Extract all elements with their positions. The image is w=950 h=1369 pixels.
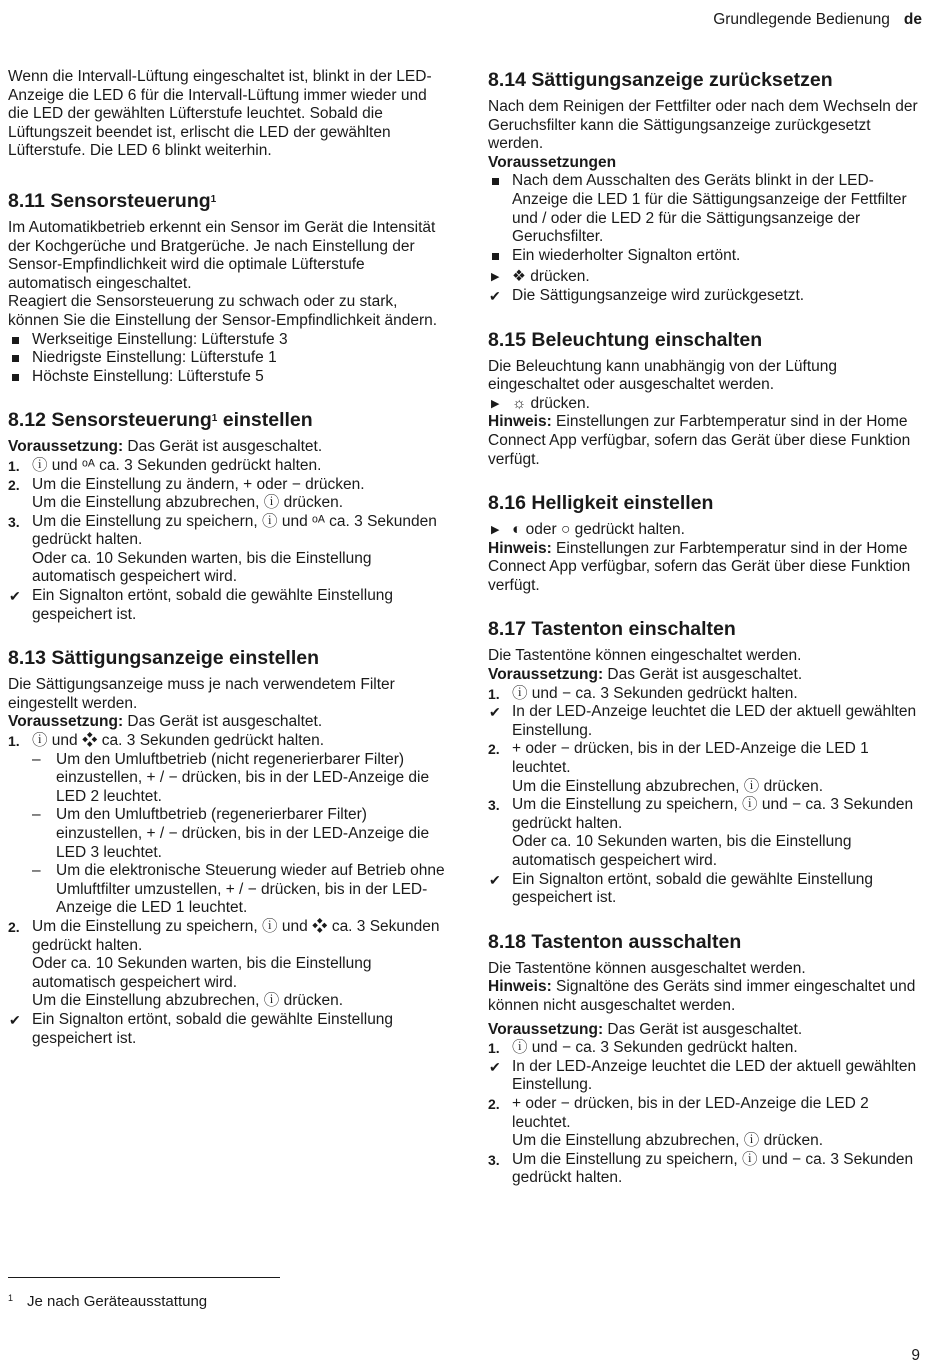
prerequisite: Voraussetzung: Das Gerät ist ausgeschaltet. xyxy=(488,1020,803,1038)
section-8-12 xyxy=(8,408,448,624)
list-item: Ein wiederholter Signalton ertönt. xyxy=(488,247,924,266)
action-list xyxy=(488,521,924,540)
result: ✔ Ein Signalton ertönt, sobald die gewählte Einstellung gespeichert ist. xyxy=(9,1010,394,1047)
step-2: 2. + oder − drücken, bis in der LED-Anzeige die LED 2 leuchtet. Um die Einstellung abzubrechen, ⓘ drücken. xyxy=(488,1094,869,1150)
language-code: de xyxy=(903,11,922,28)
list-item: Werkseitige Einstellung: Lüfterstufe 3 xyxy=(8,331,448,350)
step-1: 1. ⓘ und − ca. 3 Sekunden gedrückt halten. xyxy=(488,684,798,702)
note: Hinweis: Einstellungen zur Farbtemperatur sind in der Home Connect App verfügbar, sofern das Gerät über diese Funktion verfügt. xyxy=(488,539,911,594)
footnote-divider xyxy=(8,1277,280,1278)
footnote: $^1$ Je nach Geräteausstattung xyxy=(8,1293,208,1310)
check-icon: ✔ xyxy=(489,287,501,304)
list-item: Nach dem Ausschalten des Geräts blinkt in der LED-Anzeige die LED 1 für die Sättigungsanzeige der Fettfilter und / oder die LED 2 für die Sättigungsanzeige der Geruchsfilter. xyxy=(488,172,924,246)
running-header xyxy=(713,11,922,29)
result: ✔ Ein Signalton ertönt, sobald die gewählte Einstellung gespeichert ist. xyxy=(489,870,874,907)
left-column xyxy=(8,68,448,1048)
paragraph: Im Automatikbetrieb erkennt ein Sensor im Gerät die Intensität der Kochgerüche und Bratgerüche. Je nach Einstellung der Sensor-Empfindlichkeit wird die optimale Lüfterstufe automatisch eingeschaltet. xyxy=(8,218,436,292)
section-title: 8.14 Sättigungsanzeige zurücksetzen xyxy=(488,69,833,91)
paragraph: Die Beleuchtung kann unabhängig von der Lüftung eingeschaltet oder ausgeschaltet werden. xyxy=(488,357,838,394)
prerequisite: Voraussetzung: Das Gerät ist ausgeschaltet. xyxy=(8,713,323,731)
check-icon: ✔ xyxy=(9,1011,21,1028)
intro-section xyxy=(8,68,448,161)
section-8-17 xyxy=(488,617,924,907)
step-2: 2. + oder − drücken, bis in der LED-Anzeige die LED 1 leuchtet. Um die Einstellung abzubrechen, ⓘ drücken. xyxy=(488,740,869,795)
paragraph: Die Tastentöne können eingeschaltet werden. xyxy=(488,647,802,665)
step-list xyxy=(488,685,924,908)
arrow-icon: ▶ xyxy=(491,524,500,537)
section-8-18 xyxy=(488,930,924,1188)
section-8-16 xyxy=(488,491,924,595)
intro-paragraph: Wenn die Intervall-Lüftung eingeschaltet ist, blinkt in der LED-Anzeige die LED 6 für die Intervall-Lüftung immer wieder und die LED der gewählten Lüfterstufe leuchtet. Sobald die Lüftungszeit beendet ist, erlischt die LED der gewählten Lüfterstufe. Die LED 6 blinkt weiterhin. xyxy=(8,68,432,160)
list-item: Höchste Einstellung: Lüfterstufe 5 xyxy=(8,368,448,387)
action: ▶ ☼ drücken. xyxy=(491,394,590,412)
step-3: 3. Um die Einstellung zu speichern, ⓘ und − ca. 3 Sekunden gedrückt halten. xyxy=(488,1150,914,1187)
bullet-list xyxy=(488,172,924,305)
action: ▶ ◐ oder ○ gedrückt halten. xyxy=(491,521,685,539)
prerequisite: Voraussetzung: Das Gerät ist ausgeschaltet. xyxy=(488,666,803,684)
step-1: 1. ⓘ und ᵒᴬ ca. 3 Sekunden gedrückt halten. xyxy=(8,456,322,474)
arrow-icon: ▶ xyxy=(491,397,500,410)
note: Hinweis: Signaltöne des Geräts sind immer eingeschaltet und können nicht ausgeschaltet werden. xyxy=(488,978,916,1014)
step-list xyxy=(488,1039,924,1188)
paragraph: Reagiert die Sensorsteuerung zu schwach oder zu stark, können Sie die Einstellung der Sensor-Empfindlichkeit ändern. xyxy=(8,293,438,329)
section-8-14 xyxy=(488,68,924,306)
section-title: 8.16 Helligkeit einstellen xyxy=(488,492,714,515)
right-column xyxy=(488,68,924,1188)
paragraph: Die Tastentöne können ausgeschaltet werden. xyxy=(488,959,806,977)
section-title: 8.12 Sensorsteuerung$^1$ einstellen xyxy=(8,409,313,432)
section-title: 8.13 Sättigungsanzeige einstellen xyxy=(8,647,320,670)
step-2: 2. Um die Einstellung zu ändern, + oder − drücken. Um die Einstellung abzubrechen, ⓘ drücken. xyxy=(8,475,365,512)
step-list xyxy=(8,732,448,1048)
action-list xyxy=(488,395,924,414)
result: ✔ Ein Signalton ertönt, sobald die gewählte Einstellung gespeichert ist. xyxy=(9,587,394,623)
bullet-list xyxy=(8,331,448,387)
action: ▶ ❖ drücken. xyxy=(491,268,590,286)
section-8-11 xyxy=(8,189,448,386)
prerequisites-heading: Voraussetzungen xyxy=(488,153,617,171)
sub-item: – Um die elektronische Steuerung wieder auf Betrieb ohne Umluftfilter umzustellen, + / − drücken, bis in der LED-Anzeige die LED 1 leuchtet. xyxy=(32,862,445,917)
note: Hinweis: Einstellungen zur Farbtemperatur sind in der Home Connect App verfügbar, sofern das Gerät über diese Funktion verfügt. xyxy=(488,413,911,468)
check-icon: ✔ xyxy=(489,871,501,888)
paragraph: Die Sättigungsanzeige muss je nach verwendetem Filter eingestellt werden. xyxy=(8,676,395,712)
arrow-icon: ▶ xyxy=(491,271,500,284)
section-8-13 xyxy=(8,646,448,1048)
header-title: Grundlegende Bedienung xyxy=(713,11,890,28)
step-3: 3. Um die Einstellung zu speichern, ⓘ und − ca. 3 Sekunden gedrückt halten. Oder ca. 10 Sekunden warten, bis die Einstellung automatisch gespeichert wird. xyxy=(488,796,914,869)
step-1: 1. ⓘ und ❖ ca. 3 Sekunden gedrückt halten. xyxy=(8,732,325,750)
section-title: 8.18 Tastenton ausschalten xyxy=(488,930,742,953)
section-title: 8.11 Sensorsteuerung$^1$ xyxy=(8,189,217,212)
check-icon: ✔ xyxy=(489,704,501,721)
result: ✔ In der LED-Anzeige leuchtet die LED der aktuell gewählten Einstellung. xyxy=(489,1057,917,1094)
section-8-15 xyxy=(488,328,924,470)
paragraph: Nach dem Reinigen der Fettfilter oder nach dem Wechseln der Geruchsfilter kann die Sättigungsanzeige zurückgesetzt werden. xyxy=(488,98,918,153)
list-item: Niedrigste Einstellung: Lüfterstufe 1 xyxy=(8,349,448,368)
step-3: 3. Um die Einstellung zu speichern, ⓘ und ᵒᴬ ca. 3 Sekunden gedrückt halten. Oder ca. 10 Sekunden warten, bis die Einstellung automatisch gespeichert wird. xyxy=(8,512,437,586)
check-icon: ✔ xyxy=(489,1058,501,1075)
step-list xyxy=(8,457,448,624)
page-number: 9 xyxy=(911,1347,920,1364)
sub-item: – Um den Umluftbetrieb (nicht regenerierbarer Filter) einzustellen, + / − drücken, bis in der LED-Anzeige die LED 2 leuchtet. xyxy=(32,750,430,805)
check-icon: ✔ xyxy=(9,588,21,605)
sub-item: – Um den Umluftbetrieb (regenerierbarer Filter) einzustellen, + / − drücken, bis in der LED-Anzeige die LED 3 leuchtet. xyxy=(32,806,430,861)
step-1: 1. ⓘ und − ca. 3 Sekunden gedrückt halten. xyxy=(488,1039,798,1057)
prerequisite: Voraussetzung: Das Gerät ist ausgeschaltet. xyxy=(8,438,323,456)
step-2: 2. Um die Einstellung zu speichern, ⓘ und ❖ ca. 3 Sekunden gedrückt halten. Oder ca. 10 Sekunden warten, bis die Einstellung automatisch gespeichert wird. Um die Einstellung abzubrechen, ⓘ drücken. xyxy=(8,917,440,1010)
result: ✔ In der LED-Anzeige leuchtet die LED der aktuell gewählten Einstellung. xyxy=(489,703,917,739)
section-title: 8.17 Tastenton einschalten xyxy=(488,618,736,641)
section-title: 8.15 Beleuchtung einschalten xyxy=(488,328,763,351)
result: ✔ Die Sättigungsanzeige wird zurückgesetzt. xyxy=(489,286,805,304)
